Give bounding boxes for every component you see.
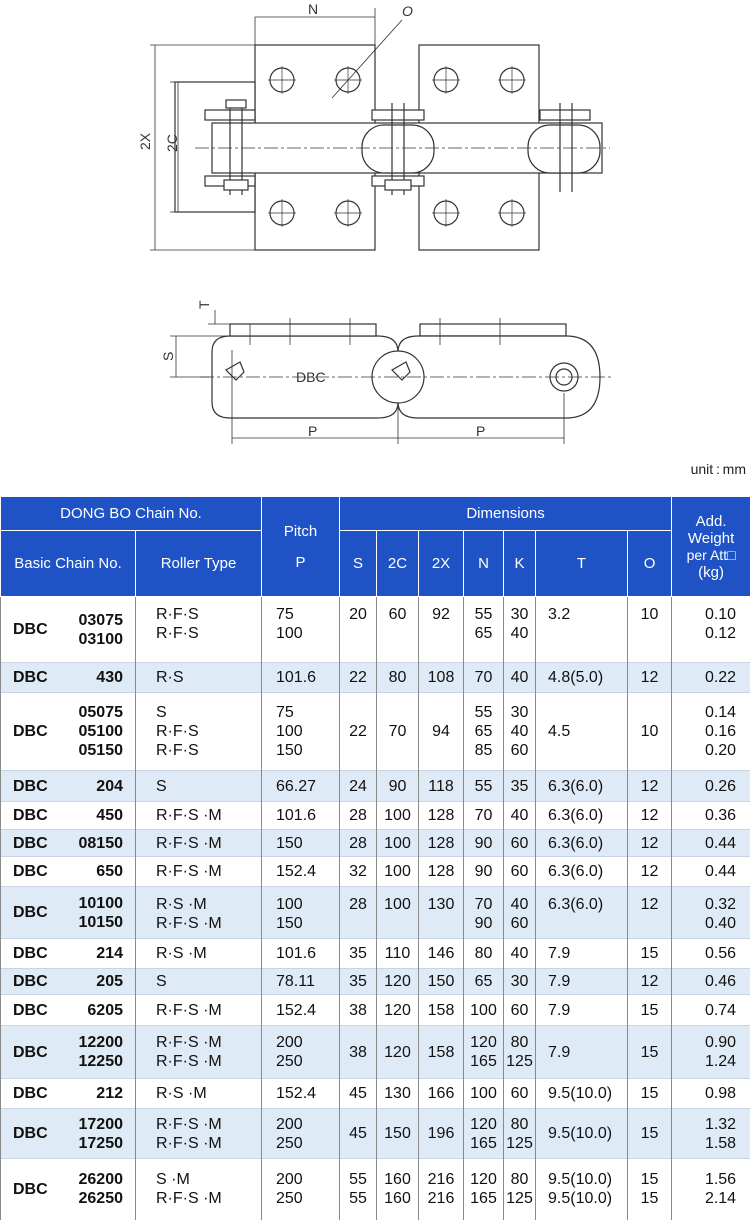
table-row	[1, 939, 750, 969]
chain-attachment-drawing	[0, 0, 750, 480]
cell-w: 0.26	[672, 771, 750, 802]
cell-s: 28	[340, 887, 377, 939]
cell-o: 15 15	[628, 1159, 672, 1220]
chain-numbers: 6205	[87, 1001, 123, 1020]
cell-n: 55	[464, 771, 504, 802]
cell-c2: 100	[377, 830, 419, 857]
chain-prefix: DBC	[13, 944, 48, 963]
cell-s: 35	[340, 969, 377, 995]
cell-k: 80 125	[504, 1159, 536, 1220]
cell-pitch: 152.4	[262, 857, 340, 887]
cell-t: 6.3(6.0)	[536, 857, 628, 887]
cell-pitch: 152.4	[262, 1079, 340, 1109]
cell-k: 30 40 60	[504, 693, 536, 771]
chain-numbers: 26200 26250	[79, 1170, 124, 1208]
cell-n: 100	[464, 1079, 504, 1109]
cell-pitch: 152.4	[262, 995, 340, 1026]
cell-w: 1.56 2.14	[672, 1159, 750, 1220]
cell-s: 55 55	[340, 1159, 377, 1220]
cell-c2: 120	[377, 1026, 419, 1079]
header-weight: Add. Weight per Att□ (kg)	[672, 497, 750, 597]
roller-type-cell: R·S ·M	[136, 939, 262, 969]
centerline-DBC-label: DBC	[296, 369, 326, 385]
chain-numbers: 03075 03100	[79, 611, 124, 649]
chain-numbers: 212	[96, 1084, 123, 1103]
cell-s: 38	[340, 1026, 377, 1079]
cell-t: 9.5(10.0)	[536, 1079, 628, 1109]
chain-numbers: 205	[96, 972, 123, 991]
cell-o: 12	[628, 969, 672, 995]
cell-k: 40 60	[504, 887, 536, 939]
basic-chain-no-cell	[1, 1079, 136, 1109]
cell-o: 12	[628, 771, 672, 802]
roller-type-cell: R·F·S ·M	[136, 857, 262, 887]
header-K: K	[504, 531, 536, 597]
cell-x2: 118	[419, 771, 464, 802]
basic-chain-no-cell	[1, 1109, 136, 1159]
roller-type-cell: R·S ·M	[136, 1079, 262, 1109]
chain-prefix: DBC	[13, 1084, 48, 1103]
table-row	[1, 1159, 750, 1220]
cell-n: 55 65 85	[464, 693, 504, 771]
cell-w: 0.46	[672, 969, 750, 995]
header-dimensions: Dimensions	[340, 497, 672, 531]
chain-prefix: DBC	[13, 834, 48, 853]
cell-c2: 60	[377, 597, 419, 663]
cell-pitch: 66.27	[262, 771, 340, 802]
cell-c2: 120	[377, 995, 419, 1026]
cell-n: 90	[464, 857, 504, 887]
cell-c2: 160 160	[377, 1159, 419, 1220]
cell-t: 6.3(6.0)	[536, 802, 628, 830]
cell-o: 15	[628, 1026, 672, 1079]
cell-w: 0.44	[672, 857, 750, 887]
cell-x2: 196	[419, 1109, 464, 1159]
unit-label: unit : mm	[691, 461, 746, 477]
table-row	[1, 830, 750, 857]
cell-pitch: 75 100 150	[262, 693, 340, 771]
basic-chain-no-cell	[1, 969, 136, 995]
cell-pitch: 78.11	[262, 969, 340, 995]
cell-pitch: 200 250	[262, 1159, 340, 1220]
cell-s: 20	[340, 597, 377, 663]
cell-n: 100	[464, 995, 504, 1026]
dim-2X-label: 2X	[137, 132, 153, 150]
cell-t: 6.3(6.0)	[536, 771, 628, 802]
chain-prefix: DBC	[13, 1180, 48, 1199]
cell-pitch: 100 150	[262, 887, 340, 939]
cell-s: 45	[340, 1109, 377, 1159]
cell-o: 10	[628, 597, 672, 663]
chain-prefix: DBC	[13, 722, 48, 741]
cell-n: 70	[464, 802, 504, 830]
chain-prefix: DBC	[13, 620, 48, 639]
chain-prefix: DBC	[13, 1124, 48, 1143]
basic-chain-no-cell	[1, 939, 136, 969]
cell-n: 120 165	[464, 1109, 504, 1159]
cell-c2: 120	[377, 969, 419, 995]
cell-x2: 150	[419, 969, 464, 995]
cell-w: 0.10 0.12	[672, 597, 750, 663]
cell-k: 60	[504, 830, 536, 857]
dim-T-label: T	[196, 300, 212, 309]
roller-type-cell: S ·M R·F·S ·M	[136, 1159, 262, 1220]
cell-pitch: 200 250	[262, 1026, 340, 1079]
table-row	[1, 1026, 750, 1079]
roller-type-cell: S	[136, 771, 262, 802]
basic-chain-no-cell	[1, 995, 136, 1026]
cell-w: 0.98	[672, 1079, 750, 1109]
cell-w: 0.90 1.24	[672, 1026, 750, 1079]
roller-type-cell: R·F·S ·M R·F·S ·M	[136, 1109, 262, 1159]
cell-pitch: 101.6	[262, 802, 340, 830]
chain-prefix: DBC	[13, 668, 48, 687]
cell-x2: 108	[419, 663, 464, 693]
cell-s: 28	[340, 802, 377, 830]
header-chain-no: DONG BO Chain No.	[1, 497, 262, 531]
cell-o: 15	[628, 1109, 672, 1159]
basic-chain-no-cell	[1, 887, 136, 939]
cell-t: 6.3(6.0)	[536, 887, 628, 939]
roller-type-cell: R·S ·M R·F·S ·M	[136, 887, 262, 939]
chain-numbers: 10100 10150	[79, 894, 124, 932]
cell-t: 7.9	[536, 939, 628, 969]
cell-c2: 80	[377, 663, 419, 693]
cell-pitch: 200 250	[262, 1109, 340, 1159]
cell-k: 40	[504, 802, 536, 830]
roller-type-cell: S	[136, 969, 262, 995]
table-row	[1, 663, 750, 693]
cell-c2: 110	[377, 939, 419, 969]
cell-t: 7.9	[536, 995, 628, 1026]
cell-s: 28	[340, 830, 377, 857]
dim-S-label: S	[160, 352, 176, 361]
chain-prefix: DBC	[13, 1001, 48, 1020]
cell-pitch: 150	[262, 830, 340, 857]
cell-x2: 158	[419, 995, 464, 1026]
dim-N-label: N	[308, 1, 318, 17]
cell-pitch: 101.6	[262, 939, 340, 969]
cell-w: 0.44	[672, 830, 750, 857]
basic-chain-no-cell	[1, 857, 136, 887]
cell-n: 70	[464, 663, 504, 693]
table-row	[1, 597, 750, 663]
cell-k: 35	[504, 771, 536, 802]
cell-w: 0.36	[672, 802, 750, 830]
cell-x2: 146	[419, 939, 464, 969]
cell-n: 90	[464, 830, 504, 857]
cell-n: 80	[464, 939, 504, 969]
cell-s: 35	[340, 939, 377, 969]
cell-x2: 94	[419, 693, 464, 771]
header-roller-type: Roller Type	[136, 531, 262, 597]
cell-x2: 128	[419, 802, 464, 830]
cell-t: 6.3(6.0)	[536, 830, 628, 857]
cell-c2: 100	[377, 802, 419, 830]
cell-c2: 90	[377, 771, 419, 802]
chain-numbers: 17200 17250	[79, 1115, 124, 1153]
cell-k: 40	[504, 939, 536, 969]
header-O: O	[628, 531, 672, 597]
chain-prefix: DBC	[13, 777, 48, 796]
cell-n: 120 165	[464, 1026, 504, 1079]
middle-roller	[362, 125, 434, 173]
chain-numbers: 430	[96, 668, 123, 687]
table-row	[1, 1109, 750, 1159]
specification-table	[0, 496, 750, 1220]
chain-numbers: 214	[96, 944, 123, 963]
table-row	[1, 693, 750, 771]
cell-c2: 100	[377, 857, 419, 887]
table-row	[1, 1079, 750, 1109]
basic-chain-no-cell	[1, 693, 136, 771]
cell-w: 0.14 0.16 0.20	[672, 693, 750, 771]
cell-t: 9.5(10.0) 9.5(10.0)	[536, 1159, 628, 1220]
cell-c2: 130	[377, 1079, 419, 1109]
cell-s: 22	[340, 693, 377, 771]
basic-chain-no-cell	[1, 597, 136, 663]
cell-n: 65	[464, 969, 504, 995]
cell-x2: 216 216	[419, 1159, 464, 1220]
cell-x2: 158	[419, 1026, 464, 1079]
cell-t: 4.8(5.0)	[536, 663, 628, 693]
cell-k: 40	[504, 663, 536, 693]
cell-k: 60	[504, 857, 536, 887]
cell-n: 70 90	[464, 887, 504, 939]
header-2X: 2X	[419, 531, 464, 597]
cell-s: 45	[340, 1079, 377, 1109]
dim-O-label: O	[402, 3, 413, 19]
chain-prefix: DBC	[13, 862, 48, 881]
roller-type-cell: R·S	[136, 663, 262, 693]
cell-pitch: 101.6	[262, 663, 340, 693]
roller-type-cell: R·F·S ·M R·F·S ·M	[136, 1026, 262, 1079]
table-row	[1, 771, 750, 802]
chain-numbers: 05075 05100 05150	[79, 703, 124, 760]
cell-x2: 128	[419, 830, 464, 857]
cell-s: 38	[340, 995, 377, 1026]
cell-o: 12	[628, 663, 672, 693]
cell-c2: 150	[377, 1109, 419, 1159]
cell-o: 10	[628, 693, 672, 771]
roller-type-cell: R·F·S ·M	[136, 830, 262, 857]
cell-s: 22	[340, 663, 377, 693]
cell-k: 60	[504, 1079, 536, 1109]
dim-P-label-right: P	[476, 423, 485, 439]
cell-k: 60	[504, 995, 536, 1026]
cell-x2: 130	[419, 887, 464, 939]
cell-t: 7.9	[536, 1026, 628, 1079]
table-row	[1, 857, 750, 887]
chain-prefix: DBC	[13, 972, 48, 991]
cell-t: 7.9	[536, 969, 628, 995]
cell-o: 15	[628, 995, 672, 1026]
header-N: N	[464, 531, 504, 597]
dim-P-label-left: P	[308, 423, 317, 439]
cell-w: 0.22	[672, 663, 750, 693]
basic-chain-no-cell	[1, 1159, 136, 1220]
cell-w: 0.56	[672, 939, 750, 969]
table-row	[1, 887, 750, 939]
cell-w: 0.74	[672, 995, 750, 1026]
chain-prefix: DBC	[13, 1043, 48, 1062]
chain-numbers: 204	[96, 777, 123, 796]
dim-2C-label: 2C	[164, 134, 180, 152]
roller-type-cell: S R·F·S R·F·S	[136, 693, 262, 771]
cell-k: 80 125	[504, 1109, 536, 1159]
cell-s: 24	[340, 771, 377, 802]
cell-x2: 166	[419, 1079, 464, 1109]
cell-c2: 100	[377, 887, 419, 939]
basic-chain-no-cell	[1, 771, 136, 802]
header-basic-chain-no: Basic Chain No.	[1, 531, 136, 597]
chain-numbers: 12200 12250	[79, 1033, 124, 1071]
cell-t: 3.2	[536, 597, 628, 663]
cell-k: 30 40	[504, 597, 536, 663]
basic-chain-no-cell	[1, 830, 136, 857]
cell-n: 55 65	[464, 597, 504, 663]
cell-c2: 70	[377, 693, 419, 771]
basic-chain-no-cell	[1, 802, 136, 830]
table-row	[1, 802, 750, 830]
cell-w: 1.32 1.58	[672, 1109, 750, 1159]
chain-prefix: DBC	[13, 806, 48, 825]
cell-x2: 128	[419, 857, 464, 887]
cell-o: 15	[628, 1079, 672, 1109]
cell-k: 80 125	[504, 1026, 536, 1079]
cell-w: 0.32 0.40	[672, 887, 750, 939]
cell-k: 30	[504, 969, 536, 995]
table-row	[1, 995, 750, 1026]
cell-n: 120 165	[464, 1159, 504, 1220]
header-2C: 2C	[377, 531, 419, 597]
cell-x2: 92	[419, 597, 464, 663]
roller-type-cell: R·F·S R·F·S	[136, 597, 262, 663]
cell-o: 12	[628, 802, 672, 830]
header-T: T	[536, 531, 628, 597]
header-pitch: Pitch P	[262, 497, 340, 597]
cell-s: 32	[340, 857, 377, 887]
chain-numbers: 08150	[79, 834, 124, 853]
roller-type-cell: R·F·S ·M	[136, 995, 262, 1026]
cell-o: 12	[628, 887, 672, 939]
cell-t: 4.5	[536, 693, 628, 771]
basic-chain-no-cell	[1, 1026, 136, 1079]
cell-o: 15	[628, 939, 672, 969]
roller-type-cell: R·F·S ·M	[136, 802, 262, 830]
cell-pitch: 75 100	[262, 597, 340, 663]
chain-prefix: DBC	[13, 903, 48, 922]
table-row	[1, 969, 750, 995]
cell-o: 12	[628, 830, 672, 857]
basic-chain-no-cell	[1, 663, 136, 693]
chain-numbers: 650	[96, 862, 123, 881]
chain-numbers: 450	[96, 806, 123, 825]
cell-o: 12	[628, 857, 672, 887]
header-S: S	[340, 531, 377, 597]
cell-t: 9.5(10.0)	[536, 1109, 628, 1159]
